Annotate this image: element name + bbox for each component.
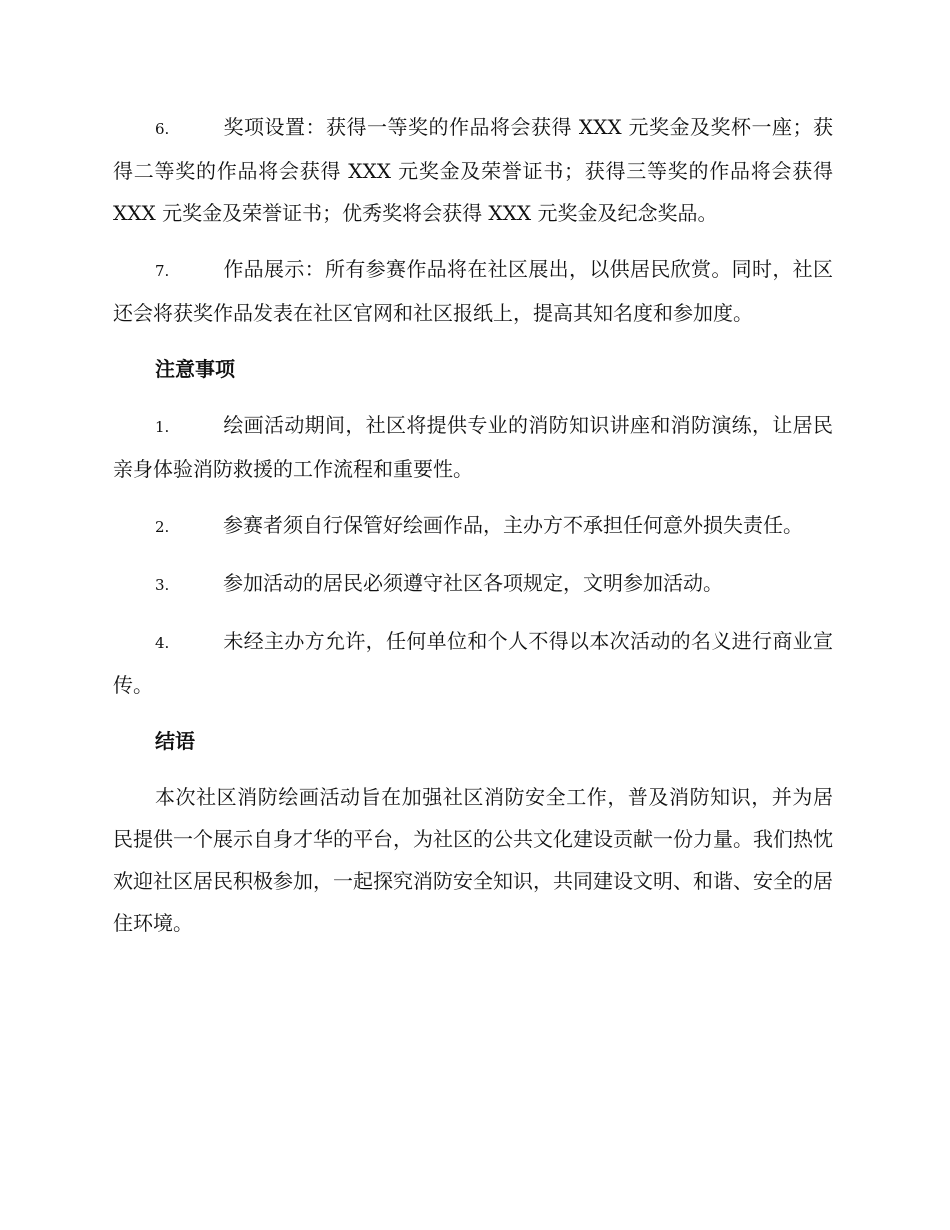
list-number: 2. bbox=[155, 518, 170, 536]
list-number: 6. bbox=[155, 120, 170, 138]
list-number: 4. bbox=[155, 634, 170, 652]
notes-heading: 注意事项 bbox=[155, 357, 235, 381]
display-item bbox=[113, 248, 833, 334]
list-item-text: 作品展示：所有参赛作品将在社区展出，以供居民欣赏。同时，社区还会将获奖作品发表在社区官网和社区报纸上，提高其知名度和参加度。 bbox=[113, 257, 833, 325]
notes-item bbox=[113, 620, 833, 706]
list-number: 3. bbox=[155, 576, 170, 594]
conclusion-heading: 结语 bbox=[155, 729, 195, 753]
notes-item bbox=[113, 562, 833, 606]
list-item-text: 未经主办方允许，任何单位和个人不得以本次活动的名义进行商业宣传。 bbox=[113, 629, 833, 697]
list-item-text: 奖项设置：获得一等奖的作品将会获得 XXX 元奖金及奖杯一座；获得二等奖的作品将会获得 XXX 元奖金及荣誉证书；获得三等奖的作品将会获得 XXX 元奖金及荣誉证书；优秀奖将会获得 XXX 元奖金及纪念奖品。 bbox=[113, 115, 833, 225]
notes-item bbox=[113, 504, 833, 548]
list-number: 1. bbox=[155, 418, 170, 436]
awards-item bbox=[113, 106, 833, 234]
list-item-text: 参加活动的居民必须遵守社区各项规定，文明参加活动。 bbox=[223, 571, 723, 595]
list-item-text: 参赛者须自行保管好绘画作品，主办方不承担任何意外损失责任。 bbox=[223, 513, 803, 537]
conclusion-paragraph: 本次社区消防绘画活动旨在加强社区消防安全工作，普及消防知识，并为居民提供一个展示自身才华的平台，为社区的公共文化建设贡献一份力量。我们热忱欢迎社区居民积极参加，一起探究消防安全知识，共同建设文明、和谐、安全的居住环境。 bbox=[113, 785, 833, 935]
list-item-text: 绘画活动期间，社区将提供专业的消防知识讲座和消防演练，让居民亲身体验消防救援的工作流程和重要性。 bbox=[113, 413, 833, 481]
list-number: 7. bbox=[155, 262, 170, 280]
document-page bbox=[113, 106, 833, 958]
notes-item bbox=[113, 404, 833, 490]
